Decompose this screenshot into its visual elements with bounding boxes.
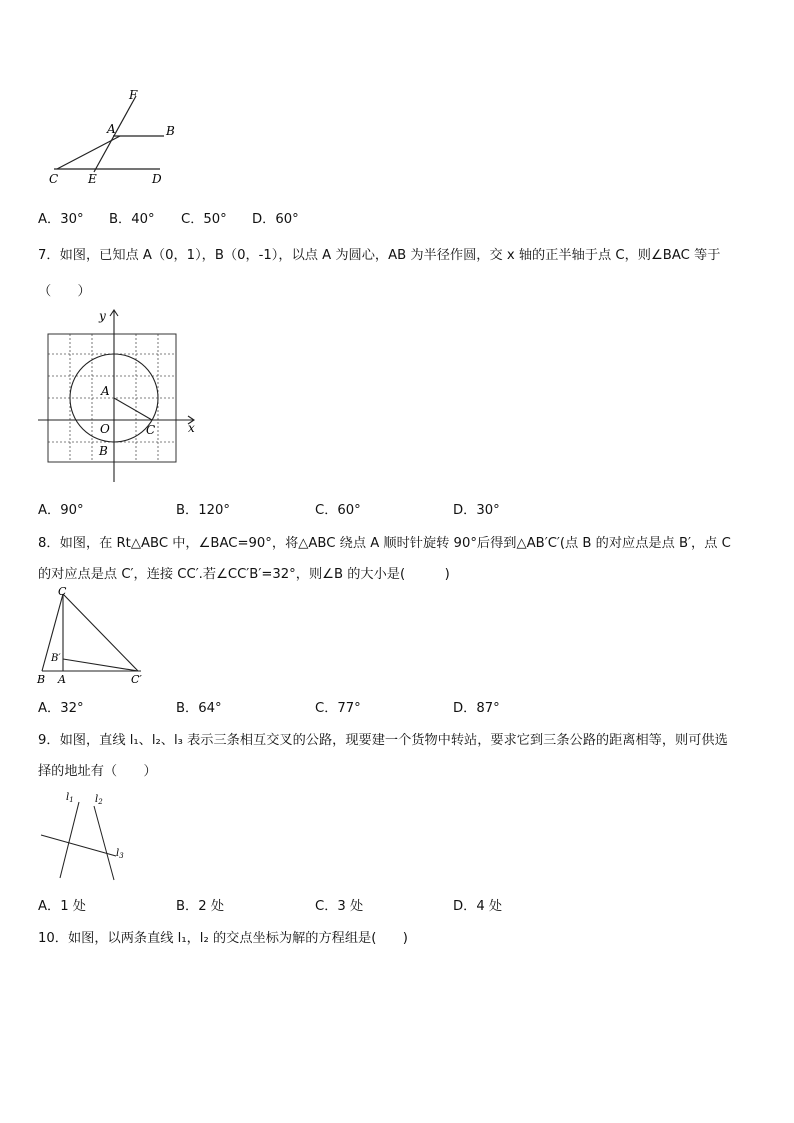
- label-c: C: [146, 423, 156, 437]
- q7-text-line1: 7．如图，已知点 A（0，1），B（0，-1），以点 A 为圆心，AB 为半径作圆，交 x 轴的正半轴于点 C，则∠BAC 等于: [38, 248, 721, 263]
- q6-option-c[interactable]: C．50°: [181, 212, 227, 227]
- label-x: x: [188, 421, 195, 435]
- label-d: D: [152, 172, 162, 186]
- svg-text:l2: [95, 794, 103, 806]
- svg-text:l1: [66, 792, 74, 804]
- label-e: E: [88, 172, 97, 186]
- label-c: C: [58, 586, 67, 598]
- label-c: C: [49, 172, 59, 186]
- label-a: A: [58, 673, 66, 686]
- q9-options: [38, 895, 558, 913]
- q7-option-b[interactable]: B．120°: [176, 503, 230, 518]
- label-f: F: [129, 88, 138, 102]
- q9-option-d[interactable]: D．4 处: [453, 899, 503, 914]
- q7-option-a[interactable]: A．90°: [38, 503, 84, 518]
- q7-options: [38, 499, 558, 517]
- label-a: A: [107, 122, 116, 136]
- label-l1: l: [66, 792, 70, 803]
- label-b: B: [37, 673, 46, 686]
- figure-q8: [34, 586, 154, 686]
- figure-q7: [36, 306, 206, 486]
- label-o: O: [100, 422, 110, 436]
- label-b: B: [99, 444, 108, 458]
- q6-option-b[interactable]: B．40°: [109, 212, 155, 227]
- label-a: A: [101, 384, 110, 398]
- q8-text-line1: 8．如图，在 Rt△ABC 中，∠BAC=90°，将△ABC 绕点 A 顺时针旋转 90°后得到△AB′C′(点 B 的对应点是点 B′，点 C: [38, 536, 731, 551]
- label-l2: l: [95, 794, 99, 805]
- label-l2-sub: 2: [98, 798, 103, 806]
- q9-option-c[interactable]: C．3 处: [315, 899, 364, 914]
- q9-option-a[interactable]: A．1 处: [38, 899, 86, 914]
- q9-text-line2: 择的地址有（ ）: [38, 764, 157, 779]
- q8-option-a[interactable]: A．32°: [38, 701, 84, 716]
- label-b-prime: B′: [51, 653, 61, 664]
- q8-option-d[interactable]: D．87°: [453, 701, 500, 716]
- q6-option-d[interactable]: D．60°: [252, 212, 299, 227]
- q9-text-line1: 9．如图，直线 l₁、l₂、l₃ 表示三条相互交叉的公路，现要建一个货物中转站，要求它到三条公路的距离相等，则可供选: [38, 733, 728, 748]
- q10-text-line1: 10．如图，以两条直线 l₁，l₂ 的交点坐标为解的方程组是( ): [38, 931, 408, 946]
- label-l3-sub: 3: [119, 852, 124, 860]
- figure-q6: [40, 86, 190, 192]
- q6-options: [38, 208, 438, 226]
- label-l1-sub: 1: [69, 796, 74, 804]
- q8-options: [38, 697, 558, 715]
- label-l3: l: [116, 848, 120, 859]
- q8-option-c[interactable]: C．77°: [315, 701, 361, 716]
- q8-option-b[interactable]: B．64°: [176, 701, 222, 716]
- q7-option-c[interactable]: C．60°: [315, 503, 361, 518]
- q8-text-line2: 的对应点是点 C′，连接 CC′.若∠CC′B′=32°，则∠B 的大小是( ): [38, 567, 450, 582]
- q9-option-b[interactable]: B．2 处: [176, 899, 225, 914]
- label-y: y: [99, 309, 106, 323]
- q7-text-line2: （ ）: [38, 284, 91, 299]
- label-b: B: [166, 124, 175, 138]
- svg-text:l3: [116, 848, 124, 860]
- q6-option-a[interactable]: A．30°: [38, 212, 84, 227]
- label-c-prime: C′: [131, 673, 142, 686]
- figure-q9: [36, 786, 136, 884]
- q7-option-d[interactable]: D．30°: [453, 503, 500, 518]
